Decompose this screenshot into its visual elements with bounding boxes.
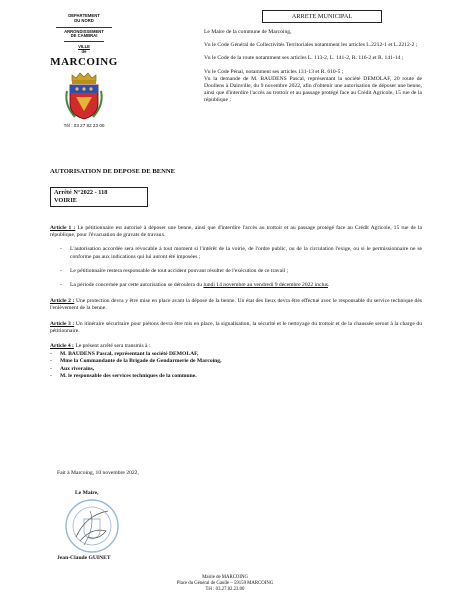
- official-stamp-icon: [62, 497, 122, 555]
- article-2: [50, 298, 422, 312]
- preamble-line-3: Vu le Code de la route notamment ses articles L. 113-2, L. 141-2, R. 116-2 et R. 141-14 ;: [204, 55, 404, 62]
- period-end: .: [328, 282, 330, 289]
- done-at: Fait à Marcoing, 10 novembre 2022,: [57, 470, 139, 476]
- arrete-title-box: [262, 10, 382, 23]
- de-word: de: [81, 48, 87, 54]
- footer: [150, 575, 300, 594]
- service-label: VOIRIE: [54, 197, 77, 204]
- document-title: AUTORISATION DE DEPOSE DE BENNE: [50, 168, 176, 175]
- tel-text: Tél : 03 27 82 23 00: [63, 122, 105, 128]
- preamble-line-5: Vu la demande de M. BAUDENS Pascal, représentant la société DEMOLAF, 20 route de Doullens à Dainville, du 9 novembre 2022, afin d'obtenir une autorisation de déposer une benne, ainsi que d'interdire l'accès au trottoir et au passage protégé face au Crédit Agricole, 15 rue de la république ;: [204, 75, 422, 104]
- town-name: MARCOING: [50, 55, 118, 68]
- list-item: [60, 282, 422, 289]
- dept-label: [50, 14, 118, 24]
- article-1-label: Article 1 :: [50, 225, 76, 231]
- article-4-label: Article 4 :: [50, 343, 74, 350]
- article-2-text: Une protection devra y être mise en place avant la dépose de la benne. Un état des lieux devra être effectué avec le responsable du service technique dès l'enlèvement de la benne.: [50, 298, 422, 312]
- list-item: - Aux riverains,: [50, 366, 422, 373]
- recipients-list: [50, 351, 422, 380]
- article-3: [50, 321, 422, 335]
- header-logo-block: [50, 14, 118, 128]
- list-item: - M. le responsable des services techniques de la commune.: [50, 373, 422, 380]
- arr-line-2: DE CAMBRAI: [70, 33, 98, 39]
- arrete-number: Arrêté N°2022 - 118: [54, 189, 108, 196]
- divider: [56, 27, 112, 28]
- article-3-label: Article 3 :: [50, 320, 75, 327]
- conditions-list: [60, 246, 422, 289]
- footer-line-1: Mairie de MARCOING: [202, 575, 248, 580]
- condition-responsibility: Le pétitionnaire restera responsable de tout accident pouvant résulter de l'exécution de ce travail ;: [70, 267, 289, 274]
- ville-word: VILLE: [78, 44, 90, 50]
- article-3-text: Un itinéraire sécuritaire pour piétons devra être mis en place, la signalisation, la sécurité et le nettoyage du trottoir et de la chaussée seront à la charge du pétitionnaire.: [50, 320, 422, 334]
- article-4: [50, 343, 422, 350]
- article-2-label: Article 2 :: [50, 298, 75, 305]
- preamble-line-4: Vu le Code Pénal, notamment ses articles 131-13 et R. 610-5 ;: [204, 68, 344, 75]
- ville-label: [50, 45, 118, 55]
- footer-line-3: Tél : 03.27.82.23.00: [205, 587, 245, 593]
- period-dates: lundi 14 novembre au vendredi 9 décembre 2022 inclus: [203, 282, 328, 289]
- preamble-line-2: Vu le Code Général de Collectivités Territoriales notamment les articles L.2212-1 et L.2212-2 ;: [204, 42, 418, 49]
- arr-label: [50, 30, 118, 40]
- document-body: [50, 225, 422, 380]
- dept-line-1: DEPARTEMENT: [68, 13, 100, 18]
- arrete-title: ARRETE MUNICIPAL: [291, 13, 353, 20]
- mayor-name: Jean-Claude GUINET: [57, 555, 111, 561]
- mayor-title: Le Maire,: [75, 490, 99, 496]
- coat-of-arms-icon: [63, 71, 105, 121]
- list-item: [60, 246, 422, 260]
- period-text: La période concernée par cette autorisation se déroulera du: [70, 282, 204, 289]
- article-1-text: Le pétitionnaire est autorisé à déposer une benne, ainsi que d'interdire l'accès au trottoir et au passage protégé face au Crédit Agricole, 15 rue de la république, pour l'évacuation de gravats de travaux.: [50, 225, 422, 239]
- reference-box: [50, 187, 148, 207]
- divider: [64, 41, 104, 42]
- article-1: [50, 225, 422, 239]
- list-item: [60, 268, 422, 275]
- list-item: - M. BAUDENS Pascal, représentant la société DEMOLAF,: [50, 351, 422, 358]
- dept-line-2: DU NORD: [74, 17, 94, 23]
- condition-revocable: L'autorisation accordée sera révocable à tout moment si l'intérêt de la voirie, de l'ordre public, ou de la circulation l'exige, ou si le permissionnaire ne se conforme pas aux indications qui lui auront été imposées ;: [70, 246, 422, 260]
- footer-line-2: Place du Général de Gaulle – 59159 MARCOING: [176, 581, 274, 587]
- article-4-text: Le présent arrêté sera transmis à :: [75, 343, 151, 350]
- preamble-line-1: Le Maire de la commune de Marcoing,: [204, 29, 292, 35]
- list-item: - Mme la Commandante de la Brigade de Gendarmerie de Marcoing,: [50, 358, 422, 365]
- arr-line-1: ARRONDISSEMENT: [64, 28, 104, 34]
- preamble: [204, 29, 422, 105]
